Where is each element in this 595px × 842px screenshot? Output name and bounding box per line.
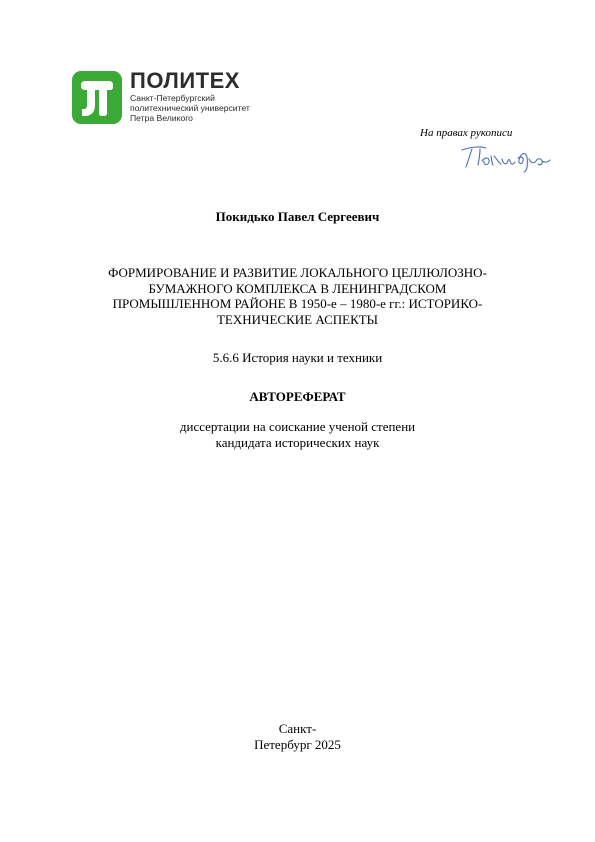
degree-line: диссертации на соискание ученой степени <box>179 419 416 434</box>
title-line: ФОРМИРОВАНИЕ И РАЗВИТИЕ ЛОКАЛЬНОГО ЦЕЛЛЮЛОЗНО- <box>108 265 487 280</box>
dissertation-title <box>60 265 535 327</box>
title-line: ПРОМЫШЛЕННОМ РАЙОНЕ В 1950-е – 1980-е гг.: ИСТОРИКО- <box>112 296 483 311</box>
city-and-year <box>60 721 535 753</box>
specialty-code: 5.6.6 История науки и техники <box>212 350 383 365</box>
university-logo <box>72 68 272 127</box>
city-year-line: Петербург 2025 <box>254 737 341 752</box>
author-name: Покидько Павел Сергеевич <box>215 209 380 224</box>
rights-note: На правах рукописи <box>420 127 513 139</box>
logo-subtitle-line-1: Санкт-Петербургский <box>130 93 215 103</box>
polytech-pi-logo-icon <box>72 71 122 124</box>
handwritten-signature <box>458 143 554 173</box>
document-type-heading: АВТОРЕФЕРАТ <box>249 389 346 404</box>
degree-description <box>60 419 535 451</box>
degree-line: кандидата исторических наук <box>215 435 380 450</box>
title-line: ТЕХНИЧЕСКИЕ АСПЕКТЫ <box>216 311 379 327</box>
logo-title: ПОЛИТЕХ <box>130 68 240 93</box>
logo-subtitle-line-2: политехнический университет <box>130 103 250 113</box>
logo-subtitle-line-3: Петра Великого <box>130 113 193 123</box>
title-line: БУМАЖНОГО КОМПЛЕКСА В ЛЕНИНГРАДСКОМ <box>148 280 447 296</box>
city-line: Санкт- <box>278 721 317 736</box>
